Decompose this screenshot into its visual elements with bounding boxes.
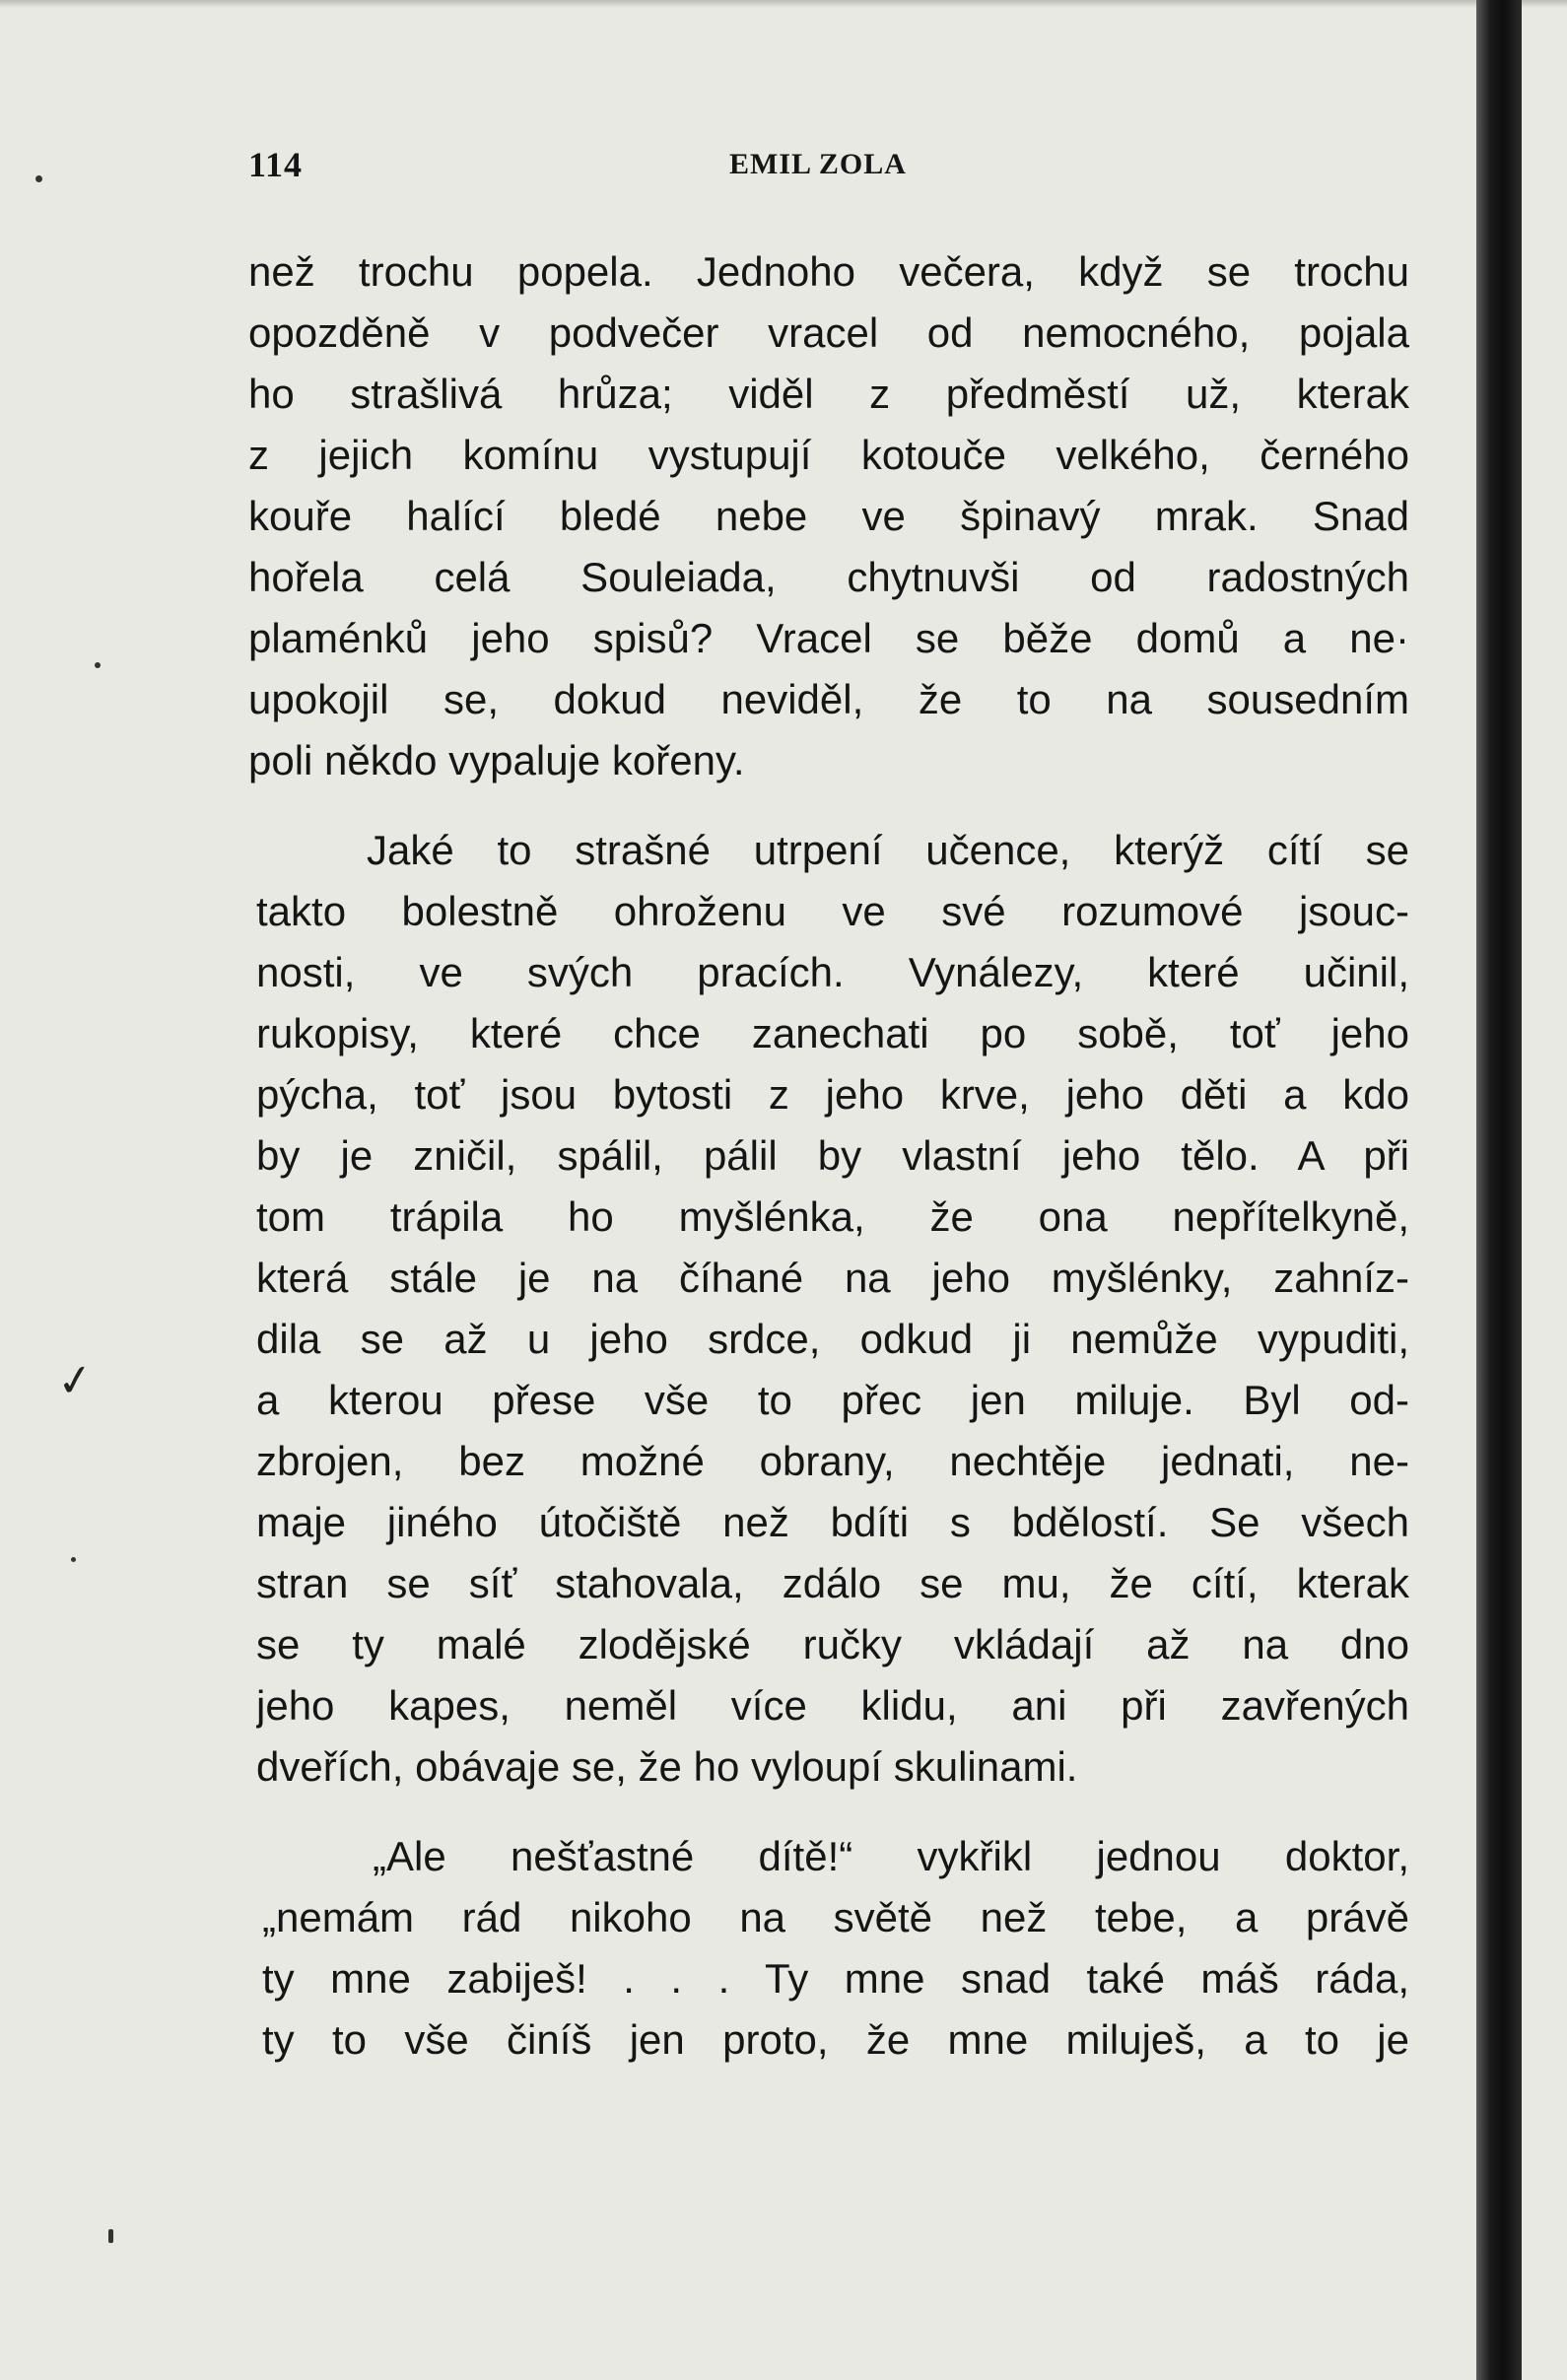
paragraph — [248, 1826, 1409, 2071]
text-line: kouře halící bledé nebe ve špinavý mrak. Snad — [248, 493, 1409, 539]
text-line: než trochu popela. Jednoho večera, když se trochu — [248, 248, 1409, 295]
text-line: by je zničil, spálil, pálil by vlastní jeho tělo. A při — [256, 1132, 1409, 1179]
paragraph — [248, 241, 1409, 791]
text-line: nosti, ve svých pracích. Vynálezy, které učinil, — [256, 949, 1409, 995]
paragraph — [248, 820, 1409, 1798]
text-line: ty to vše činíš jen proto, že mne miluješ, a to je — [262, 2016, 1409, 2063]
scan-speck — [95, 662, 101, 668]
scan-speck — [108, 2229, 113, 2243]
text-line: Jaké to strašné utrpení učence, kterýž cítí se — [367, 827, 1409, 873]
text-line: a kterou přese vše to přec jen miluje. Byl od- — [256, 1377, 1409, 1423]
text-line: „nemám rád nikoho na světě než tebe, a právě — [262, 1894, 1409, 1940]
text-line: stran se síť stahovala, zdálo se mu, že cítí, kterak — [256, 1560, 1409, 1606]
text-line: opozděně v podvečer vracel od nemocného, pojala — [248, 309, 1409, 356]
body-text — [248, 241, 1409, 2071]
text-line: maje jiného útočiště než bdíti s bdělostí. Se všech — [256, 1499, 1409, 1545]
text-line: plaménků jeho spisů? Vracel se běže domů a ne· — [248, 615, 1409, 661]
running-head — [246, 144, 1414, 193]
text-line: z jejich komínu vystupují kotouče velkého, černého — [248, 432, 1409, 478]
text-line: „Ale nešťastné dítě!“ vykřikl jednou doktor, — [373, 1833, 1409, 1879]
scan-speck — [71, 1557, 76, 1562]
text-line: poli někdo vypaluje kořeny. — [248, 737, 745, 783]
text-line: pýcha, toť jsou bytosti z jeho krve, jeho děti a kdo — [256, 1071, 1409, 1118]
scan-speck — [35, 175, 42, 182]
page-number: 114 — [248, 145, 304, 184]
text-line: tom trápila ho myšlénka, že ona nepřítelkyně, — [256, 1193, 1409, 1240]
margin-check-mark: ✓ — [53, 1353, 98, 1409]
text-line: se ty malé zlodějské ručky vkládají až na dno — [256, 1621, 1409, 1667]
scan-binding-edge — [1476, 0, 1522, 2380]
text-line: jeho kapes, neměl více klidu, ani při zavřených — [256, 1682, 1409, 1729]
text-line: zbrojen, bez možné obrany, nechtěje jednati, ne- — [256, 1438, 1409, 1484]
text-line: takto bolestně ohroženu ve své rozumové jsouc- — [256, 888, 1409, 934]
text-line: dila se až u jeho srdce, odkud ji nemůže vypuditi, — [256, 1316, 1409, 1362]
text-line: ho strašlivá hrůza; viděl z předměstí už, kterak — [248, 371, 1409, 417]
text-line: hořela celá Souleiada, chytnuvši od radostných — [248, 554, 1409, 600]
scan-top-edge — [0, 0, 1567, 8]
text-line: rukopisy, které chce zanechati po sobě, toť jeho — [256, 1010, 1409, 1056]
text-line: ty mne zabiješ! . . . Ty mne snad také máš ráda, — [262, 1955, 1409, 2002]
text-line: dveřích, obávaje se, že ho vyloupí skulinami. — [256, 1743, 1078, 1790]
text-line: upokojil se, dokud neviděl, že to na sousedním — [248, 676, 1409, 722]
text-line: která stále je na číhané na jeho myšlénky, zahníz- — [256, 1255, 1409, 1301]
running-title: EMIL ZOLA — [729, 148, 907, 180]
